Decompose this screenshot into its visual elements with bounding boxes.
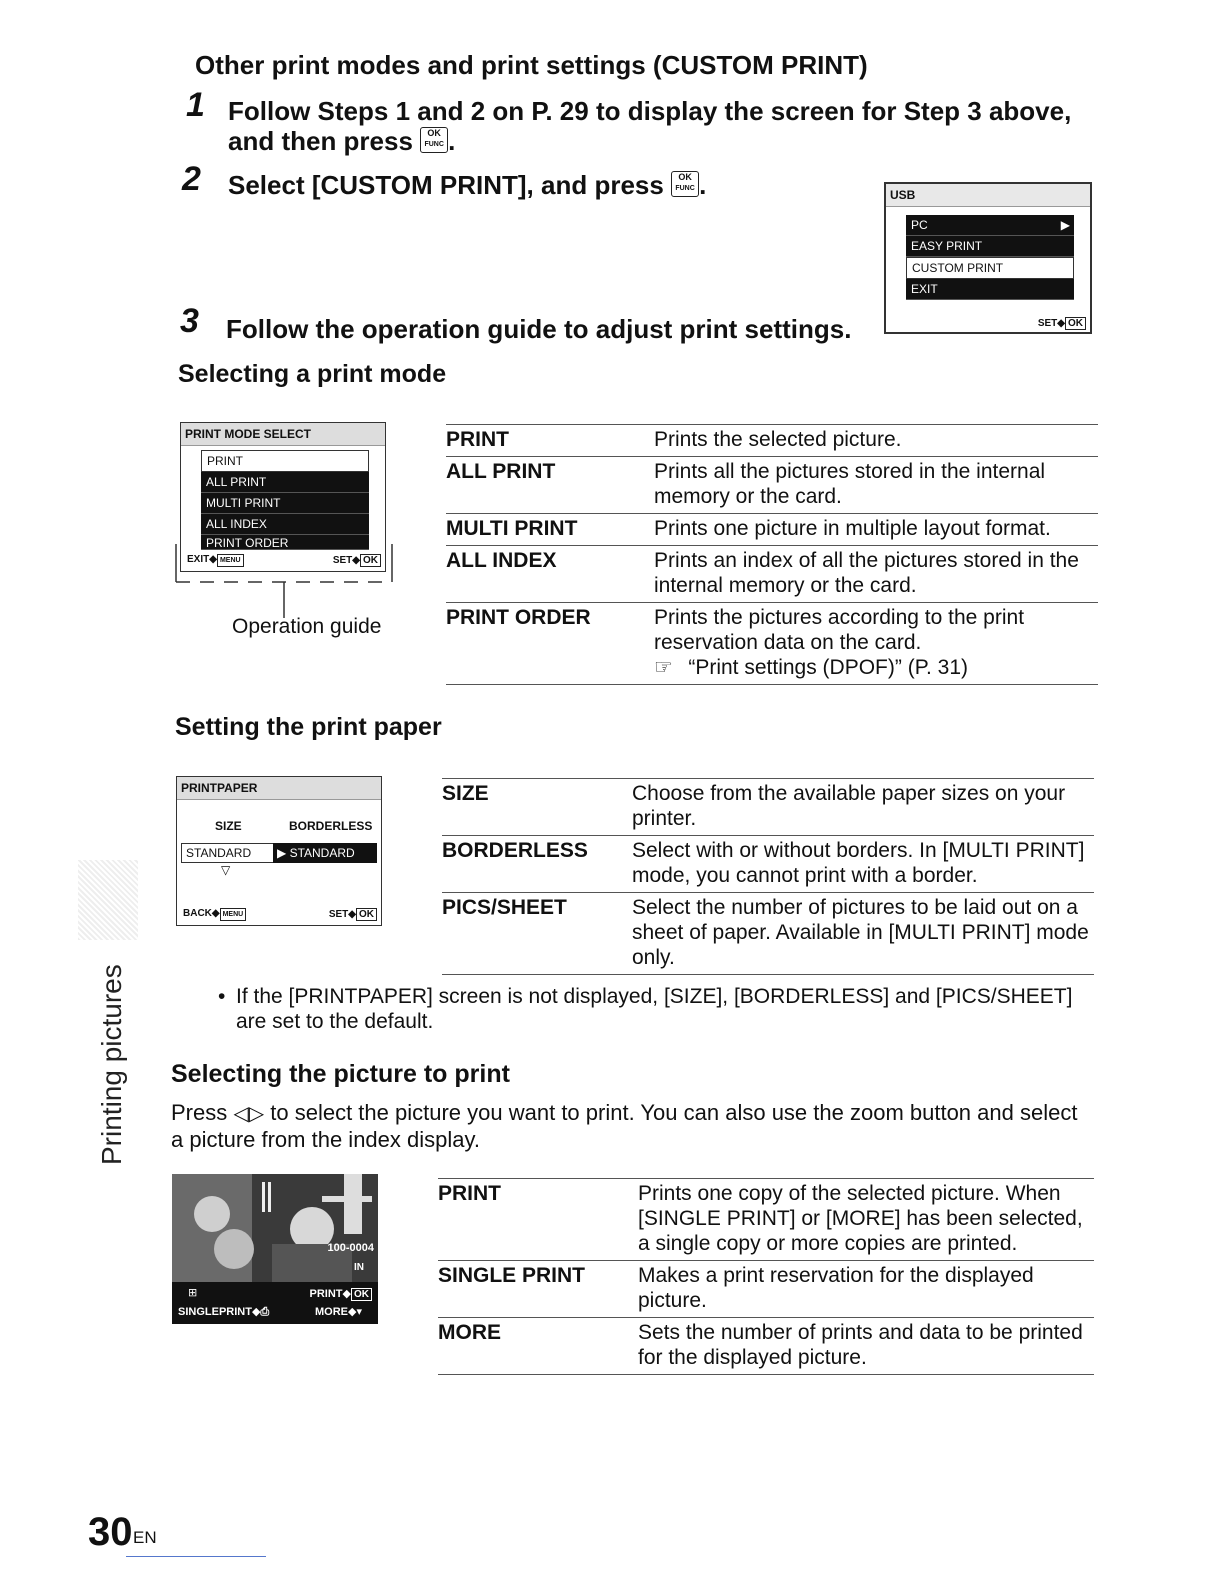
operation-guide-bracket	[172, 540, 396, 620]
print-paper-heading: Setting the print paper	[175, 713, 442, 741]
ok-func-button-icon: OK FUNC	[671, 171, 699, 197]
page-number: 30	[88, 1510, 133, 1554]
section-title: Other print modes and print settings (CUSTOM PRINT)	[195, 50, 868, 80]
print-mode-table	[446, 424, 1098, 685]
mode-item-print: PRINT	[201, 450, 369, 472]
mode-footer-set: SET◆ OK	[333, 554, 381, 567]
table-row: PRINT Prints one copy of the selected picture. When [SINGLE PRINT] or [MORE] has been selected, a single copy or more copies are printed.	[438, 1179, 1094, 1261]
usb-screen	[884, 182, 1092, 334]
select-picture-table	[438, 1178, 1094, 1375]
print-mode-screen-title: PRINT MODE SELECT	[181, 423, 385, 446]
usb-item-custom-print: CUSTOM PRINT	[906, 257, 1074, 279]
select-picture-body: Press ◁▷ to select the picture you want to print. You can also use the zoom button and select a picture from the index display.	[171, 1100, 1078, 1152]
paper-note: • If the [PRINTPAPER] screen is not displayed, [SIZE], [BORDERLESS] and [PICS/SHEET] are set to the default.	[218, 985, 1073, 1033]
paper-col-borderless: BORDERLESS	[289, 819, 373, 833]
mode-item-all-index: ALL INDEX	[201, 514, 369, 535]
print-paper-table	[442, 778, 1094, 975]
table-row: ALL PRINT Prints all the pictures stored in the internal memory or the card.	[446, 457, 1098, 514]
print-paper-screen	[176, 776, 382, 926]
table-row: MORE Sets the number of prints and data to be printed for the displayed picture.	[438, 1318, 1094, 1375]
side-tab-label: Printing pictures	[96, 964, 127, 1165]
ok-func-button-icon: OK FUNC	[420, 127, 448, 153]
step-1-text-cont: and then press OK FUNC .	[228, 126, 456, 156]
arrow-right-icon: ▶	[1060, 218, 1070, 232]
usb-item-easy-print: EASY PRINT	[906, 236, 1074, 257]
print-icon: ⎙	[260, 1306, 270, 1318]
paper-footer-set: SET◆ OK	[329, 908, 377, 921]
table-row: SINGLE PRINT Makes a print reservation for the displayed picture.	[438, 1261, 1094, 1318]
index-icon: ⊞	[188, 1287, 198, 1299]
step-2-number: 2	[182, 160, 201, 198]
table-row: MULTI PRINT Prints one picture in multiple layout format.	[446, 514, 1098, 546]
reference-icon: ☞	[654, 656, 671, 679]
mode-item-multi-print: MULTI PRINT	[201, 493, 369, 514]
left-right-arrows-icon: ◁▷	[233, 1103, 265, 1125]
usb-screen-title: USB	[886, 184, 1090, 207]
mode-item-print-order: PRINT ORDER	[201, 535, 369, 550]
mode-footer-exit: EXIT◆ MENU	[187, 554, 244, 567]
paper-borderless-value: ▶ STANDARD	[273, 843, 377, 863]
step-3-text: Follow the operation guide to adjust print settings.	[226, 314, 852, 344]
table-row: PRINT Prints the selected picture.	[446, 425, 1098, 457]
preview-print-label: PRINT◆ OK	[310, 1287, 372, 1301]
print-mode-heading: Selecting a print mode	[178, 360, 447, 388]
table-row: ALL INDEX Prints an index of all the pictures stored in the internal memory or the card.	[446, 546, 1098, 603]
operation-guide-label: Operation guide	[232, 615, 382, 638]
table-row: SIZE Choose from the available paper sizes on your printer.	[442, 779, 1094, 836]
bullet-icon: •	[218, 985, 226, 1008]
select-picture-heading: Selecting the picture to print	[171, 1060, 510, 1088]
internal-memory-badge: IN	[354, 1262, 364, 1273]
paper-col-size: SIZE	[215, 819, 242, 833]
picture-preview-screen	[172, 1174, 378, 1324]
footer-rule	[126, 1556, 266, 1557]
step-1-text: Follow Steps 1 and 2 on P. 29 to display the screen for Step 3 above,	[228, 96, 1072, 126]
arrow-right-icon: ▶	[277, 846, 290, 860]
usb-footer: SET◆ OK	[1038, 317, 1086, 330]
table-row: PRINT ORDER Prints the pictures according to the print reservation data on the card. ☞ “Print settings (DPOF)” (P. 31)	[446, 603, 1098, 685]
usb-item-exit: EXIT	[906, 279, 1074, 300]
step-3-number: 3	[180, 302, 199, 340]
file-number: 100-0004	[327, 1242, 374, 1254]
preview-more-label: MORE◆▾	[315, 1306, 362, 1318]
down-button-icon: ▾	[356, 1306, 362, 1318]
mode-item-all-print: ALL PRINT	[201, 472, 369, 493]
paper-footer-back: BACK◆ MENU	[183, 908, 246, 921]
table-row: PICS/SHEET Select the number of pictures to be laid out on a sheet of paper. Available in [MULTI PRINT] mode only.	[442, 893, 1094, 975]
step-1-number: 1	[186, 86, 205, 124]
paper-size-value: STANDARD	[181, 843, 279, 863]
page-language: EN	[133, 1528, 157, 1547]
table-row: BORDERLESS Select with or without borders. In [MULTI PRINT] mode, you cannot print with a border.	[442, 836, 1094, 893]
down-arrow-icon: ▽	[221, 863, 231, 877]
step-2-text: Select [CUSTOM PRINT], and press OK FUNC .	[228, 170, 707, 200]
side-tab-shade	[78, 860, 138, 940]
paper-screen-title: PRINTPAPER	[177, 777, 381, 800]
usb-item-pc: PC ▶	[906, 215, 1074, 236]
preview-single-print-label: SINGLEPRINT◆⎙	[178, 1306, 270, 1318]
